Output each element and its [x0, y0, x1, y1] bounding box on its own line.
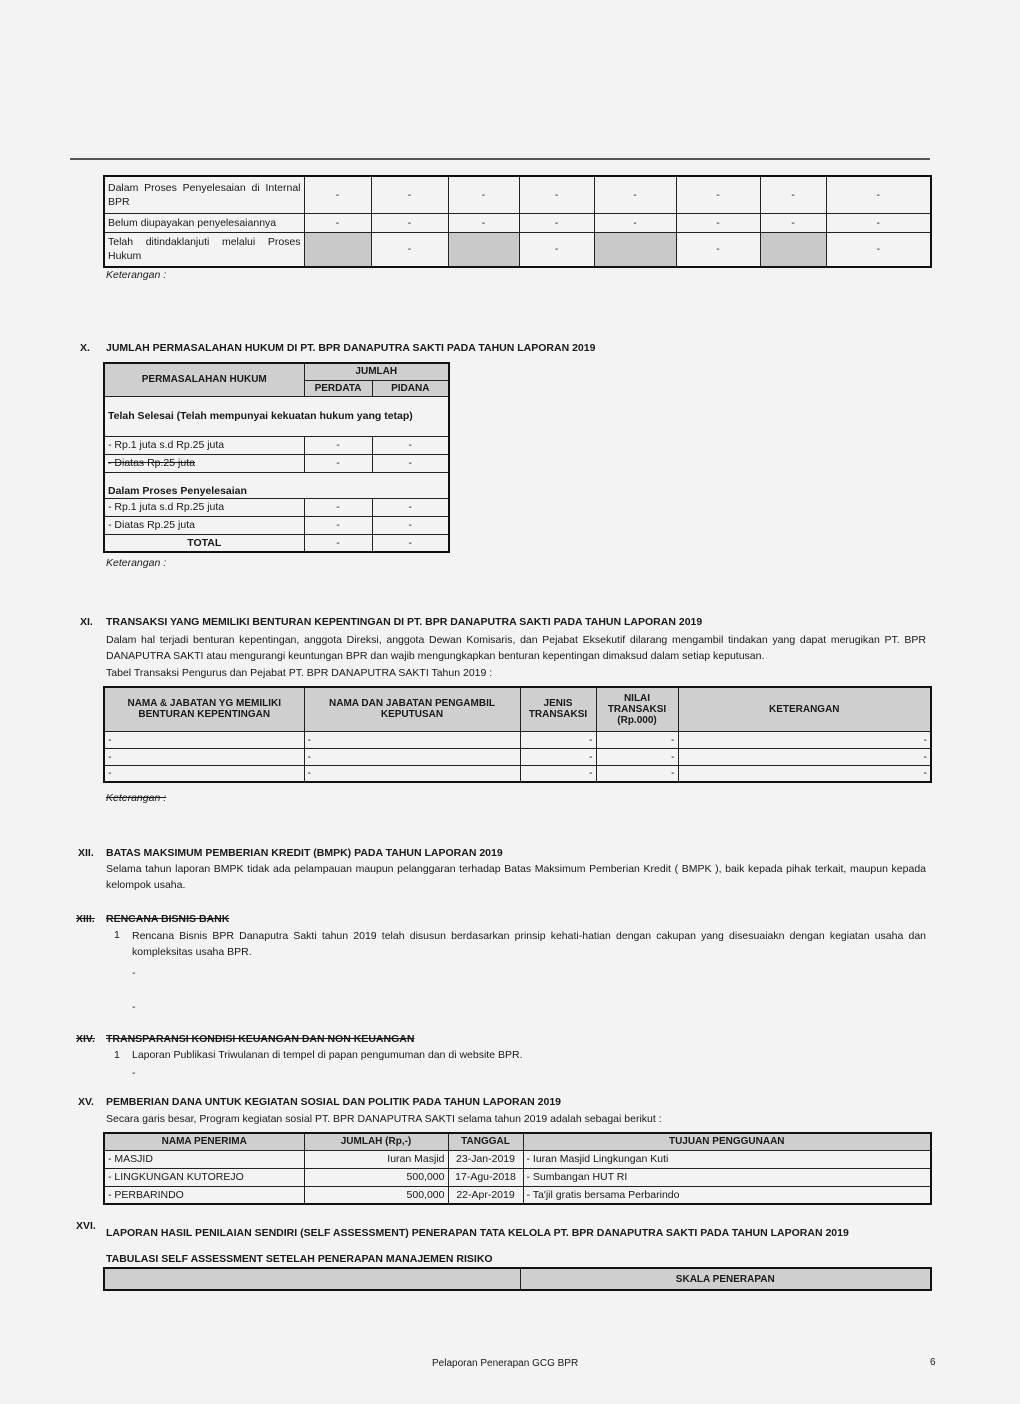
top-table	[103, 175, 932, 268]
table-cell: - PERBARINDO	[104, 1186, 304, 1204]
section-xvi-subtitle: TABULASI SELF ASSESSMENT SETELAH PENERAPAN MANAJEMEN RISIKO	[106, 1253, 493, 1265]
header-jumlah: JUMLAH	[304, 363, 449, 380]
section-xvi-title: LAPORAN HASIL PENILAIAN SENDIRI (SELF ASSESSMENT) PENERAPAN TATA KELOLA PT. BPR DANAPUTRA SAKTI PADA TAHUN LAPORAN 2019	[106, 1227, 849, 1239]
table-cell: -	[519, 213, 594, 232]
header-scale: SKALA PENERAPAN	[520, 1268, 931, 1290]
table-cell: -	[104, 748, 304, 765]
section-xiii-dash-1: -	[132, 967, 136, 979]
table-cell: -	[760, 213, 826, 232]
table-cell: -	[676, 176, 760, 213]
table-cell: - Iuran Masjid Lingkungan Kuti	[523, 1150, 931, 1168]
table-row	[104, 498, 449, 516]
table-cell: Iuran Masjid	[304, 1150, 448, 1168]
row-label: - Diatas Rp.25 juta	[104, 516, 304, 534]
section-xii-number: XII.	[78, 847, 94, 859]
table-cell: - Ta'jil gratis bersama Perbarindo	[523, 1186, 931, 1204]
total-label: TOTAL	[104, 534, 304, 552]
table-row	[104, 765, 931, 782]
table-cell: -	[304, 731, 520, 748]
group-completed: Telah Selesai (Telah mempunyai kekuatan hukum yang tetap)	[104, 396, 449, 436]
header-blank	[104, 1268, 520, 1290]
table-cell: -	[371, 232, 448, 267]
section-x-number: X.	[80, 342, 90, 354]
section-xii-paragraph: Selama tahun laporan BMPK tidak ada pelampauan maupun pelanggaran terhadap Batas Maksimum Pemberian Kredit ( BMPK ), baik kepada pihak terkait, maupun kepada kelompok usaha.	[106, 863, 926, 891]
row-label: Belum diupayakan penyelesaiannya	[104, 213, 304, 232]
table-cell-shaded	[304, 232, 371, 267]
social-funds-table	[103, 1132, 932, 1205]
table-cell: -	[304, 748, 520, 765]
row-label: Dalam Proses Penyelesaian di Internal BPR	[104, 176, 304, 213]
row-label: Telah ditindaklanjuti melalui Proses Hukum	[104, 232, 304, 267]
table-cell: 500,000	[304, 1186, 448, 1204]
table-cell: -	[520, 748, 596, 765]
table-cell: 22-Apr-2019	[448, 1186, 523, 1204]
section-xi-paragraph: Dalam hal terjadi benturan kepentingan, anggota Direksi, anggota Dewan Komisaris, dan Pejabat Eksekutif dilarang mengambil tindakan yang dapat merugikan PT. BPR DANAPUTRA SAKTI atau mengurangi keuntungan BPR dan wajib mengungkapkan benturan kepentingan dimaksud dalam setiap keputusan.	[106, 634, 926, 662]
table-cell: -	[448, 176, 519, 213]
table-row	[104, 436, 449, 454]
table-cell: -	[371, 176, 448, 213]
table-cell: -	[304, 498, 372, 516]
top-table-note: Keterangan :	[106, 269, 167, 281]
table-cell: -	[676, 213, 760, 232]
table-cell: -	[678, 765, 931, 782]
header-purpose: TUJUAN PENGGUNAAN	[523, 1133, 931, 1150]
table-cell: -	[826, 213, 931, 232]
section-xv-title: PEMBERIAN DANA UNTUK KEGIATAN SOSIAL DAN POLITIK PADA TAHUN LAPORAN 2019	[106, 1096, 562, 1108]
section-xi-caption: Tabel Transaksi Pengurus dan Pejabat PT. BPR DANAPUTRA SAKTI Tahun 2019 :	[106, 667, 493, 679]
section-xiv-title: TRANSPARANSI KONDISI KEUANGAN DAN NON KEUANGAN	[106, 1033, 415, 1045]
table-row	[104, 232, 931, 267]
table-row	[104, 213, 931, 232]
section-xi-number: XI.	[80, 616, 93, 628]
table-cell: - MASJID	[104, 1150, 304, 1168]
table-cell: -	[304, 454, 372, 472]
table-cell: -	[372, 516, 449, 534]
section-xiv-dash: -	[132, 1067, 136, 1079]
self-assessment-table	[103, 1267, 932, 1291]
table-cell-shaded	[594, 232, 676, 267]
total-row	[104, 534, 449, 552]
legal-problems-table	[103, 362, 450, 553]
table-row	[104, 516, 449, 534]
table-cell: -	[104, 765, 304, 782]
footer-text: Pelaporan Penerapan GCG BPR	[432, 1358, 579, 1369]
section-xi-title: TRANSAKSI YANG MEMILIKI BENTURAN KEPENTINGAN DI PT. BPR DANAPUTRA SAKTI PADA TAHUN LAPORAN 2019	[106, 616, 703, 628]
header-perdata: PERDATA	[304, 380, 372, 396]
table-row	[104, 748, 931, 765]
table-cell: - LINGKUNGAN KUTOREJO	[104, 1168, 304, 1186]
table-cell-shaded	[760, 232, 826, 267]
table-cell: -	[826, 232, 931, 267]
row-label: - Rp.1 juta s.d Rp.25 juta	[104, 436, 304, 454]
page-number: 6	[930, 1357, 936, 1368]
table-cell: -	[520, 765, 596, 782]
header-decision-maker: NAMA DAN JABATAN PENGAMBIL KEPUTUSAN	[304, 687, 520, 731]
table-cell: -	[371, 213, 448, 232]
section-xiii-item-number: 1	[114, 929, 120, 941]
header-recipient: NAMA PENERIMA	[104, 1133, 304, 1150]
table-cell: -	[520, 731, 596, 748]
section-xii-title: BATAS MAKSIMUM PEMBERIAN KREDIT (BMPK) PADA TAHUN LAPORAN 2019	[106, 847, 503, 859]
section-xiv-item-number: 1	[114, 1049, 120, 1061]
conflict-table	[103, 686, 932, 783]
table-cell: -	[372, 454, 449, 472]
row-label: - Rp.1 juta s.d Rp.25 juta	[104, 498, 304, 516]
section-xiii-number: XIII.	[76, 913, 95, 925]
section-xiv-number: XIV.	[76, 1033, 95, 1045]
header-pidana: PIDANA	[372, 380, 449, 396]
section-xiv-item-text: Laporan Publikasi Triwulanan di tempel di papan pengumuman dan di website BPR.	[132, 1049, 523, 1061]
table-cell: -	[676, 232, 760, 267]
header-transaction-type: JENIS TRANSAKSI	[520, 687, 596, 731]
section-xv-number: XV.	[78, 1096, 94, 1108]
table-cell: -	[304, 176, 371, 213]
table-cell: -	[594, 176, 676, 213]
table-cell: -	[519, 176, 594, 213]
table-cell: -	[826, 176, 931, 213]
table-cell: -	[304, 516, 372, 534]
table-row	[104, 731, 931, 748]
table-cell: -	[596, 765, 678, 782]
table-cell: -	[372, 498, 449, 516]
table-row	[104, 1186, 931, 1204]
table-cell: -	[372, 534, 449, 552]
table-cell: -	[304, 534, 372, 552]
table-row	[104, 176, 931, 213]
table-cell: -	[596, 748, 678, 765]
table-cell: 500,000	[304, 1168, 448, 1186]
table-row	[104, 454, 449, 472]
section-x-note: Keterangan :	[106, 557, 167, 569]
section-xv-paragraph: Secara garis besar, Program kegiatan sosial PT. BPR DANAPUTRA SAKTI selama tahun 2019 adalah sebagai berikut :	[106, 1113, 662, 1125]
section-xi-note: Keterangan :	[106, 792, 167, 804]
table-cell: -	[519, 232, 594, 267]
table-cell: -	[372, 436, 449, 454]
header-amount: JUMLAH (Rp,-)	[304, 1133, 448, 1150]
top-rule	[70, 158, 930, 160]
table-cell: -	[304, 765, 520, 782]
table-cell: -	[760, 176, 826, 213]
table-cell: -	[304, 213, 371, 232]
section-x-title: JUMLAH PERMASALAHAN HUKUM DI PT. BPR DANAPUTRA SAKTI PADA TAHUN LAPORAN 2019	[106, 342, 596, 354]
table-cell: -	[596, 731, 678, 748]
table-cell: 17-Agu-2018	[448, 1168, 523, 1186]
table-cell: -	[304, 436, 372, 454]
table-cell: -	[678, 748, 931, 765]
table-cell: 23-Jan-2019	[448, 1150, 523, 1168]
table-cell: -	[104, 731, 304, 748]
table-cell: -	[594, 213, 676, 232]
row-label: - Diatas Rp.25 juta	[104, 454, 304, 472]
table-row	[104, 1150, 931, 1168]
header-remarks: KETERANGAN	[678, 687, 931, 731]
header-date: TANGGAL	[448, 1133, 523, 1150]
table-cell: -	[678, 731, 931, 748]
table-row	[104, 1168, 931, 1186]
section-xiii-item-text: Rencana Bisnis BPR Danaputra Sakti tahun 2019 telah disusun berdasarkan prinsip kehati-hatian dengan cakupan yang disesuaiakn dengan kegiatan usaha dan kompleksitas usaha BPR.	[132, 930, 926, 958]
section-xiii-dash-2: -	[132, 1001, 136, 1013]
table-cell: -	[448, 213, 519, 232]
header-transaction-value: NILAI TRANSAKSI (Rp.000)	[596, 687, 678, 731]
section-xvi-number: XVI.	[76, 1220, 96, 1232]
group-in-process: Dalam Proses Penyelesaian	[104, 472, 449, 498]
table-cell-shaded	[448, 232, 519, 267]
section-xiii-title: RENCANA BISNIS BANK	[106, 913, 230, 925]
header-problem: PERMASALAHAN HUKUM	[104, 363, 304, 396]
header-conflict-party: NAMA & JABATAN YG MEMILIKI BENTURAN KEPENTINGAN	[104, 687, 304, 731]
table-cell: - Sumbangan HUT RI	[523, 1168, 931, 1186]
